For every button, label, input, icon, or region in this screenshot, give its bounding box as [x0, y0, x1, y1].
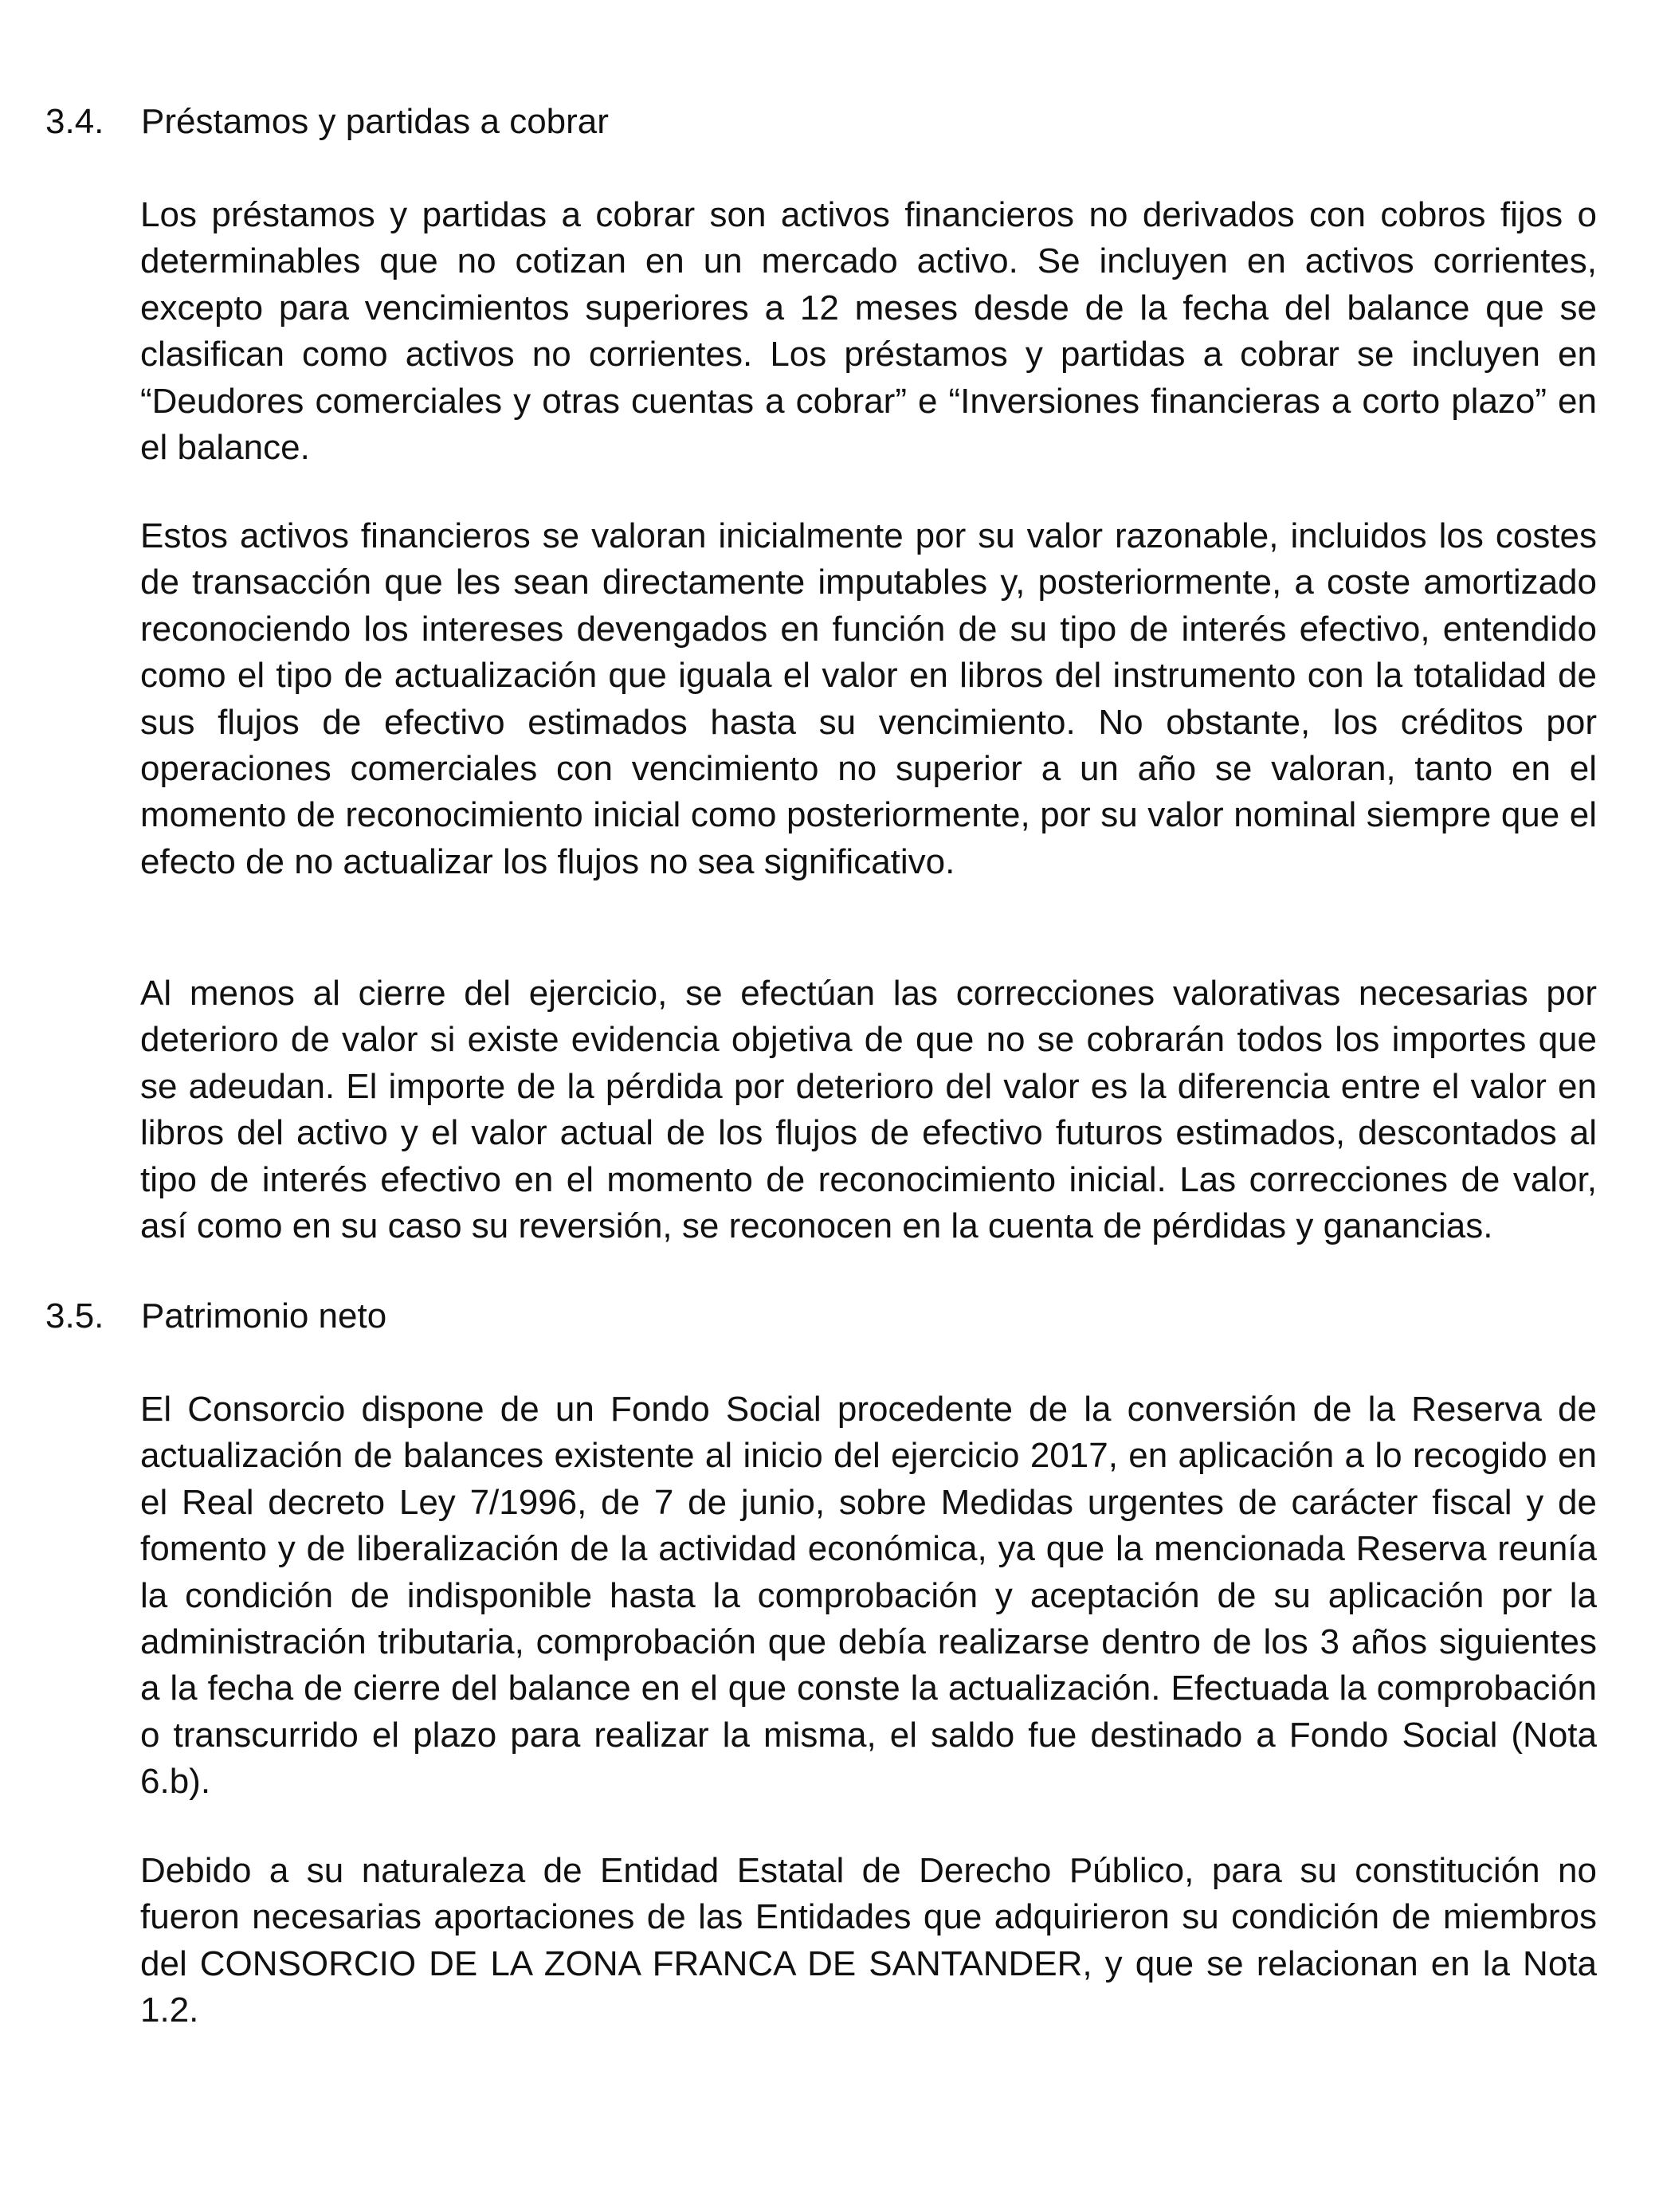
paragraph: El Consorcio dispone de un Fondo Social procedente de la conversión de la Reserva de actualización de balances existente al inicio del ejercicio 2017, en aplicación a lo recogido en el Real decreto Ley 7/1996, de 7 de junio, sobre Medidas urgentes de carácter fiscal y de fomento y de liberalización de la actividad económica, ya que la mencionada Reserva reunía la condición de indisponible hasta la comprobación y aceptación de su aplicación por la administración tributaria, comprobación que debía realizarse dentro de los 3 años siguientes a la fecha de cierre del balance en el que conste la actualización. Efectuada la comprobación o transcurrido el plazo para realizar la misma, el saldo fue destinado a Fondo Social (Nota 6.b).: [140, 1390, 1597, 1802]
section-number: 3.4.: [45, 102, 104, 141]
section-number: 3.5.: [45, 1296, 104, 1335]
paragraph: Estos activos financieros se valoran inicialmente por su valor razonable, incluidos los costes de transacción que les sean directamente imputables y, posteriormente, a coste amortizado reconociendo los intereses devengados en función de su tipo de interés efectivo, entendido como el tipo de actualización que iguala el valor en libros del instrumento con la totalidad de sus flujos de efectivo estimados hasta su vencimiento. No obstante, los créditos por operaciones comerciales con vencimiento no superior a un año se valoran, tanto en el momento de reconocimiento inicial como posteriormente, por su valor nominal siempre que el efecto de no actualizar los flujos no sea significativo.: [140, 516, 1597, 881]
section-title: Préstamos y partidas a cobrar: [141, 102, 609, 141]
section-heading-3-4: [45, 99, 609, 145]
paragraph: Debido a su naturaleza de Entidad Estatal de Derecho Público, para su constitución no fueron necesarias aportaciones de las Entidades que adquirieron su condición de miembros del CONSORCIO DE LA ZONA FRANCA DE SANTANDER, y que se relacionan en la Nota 1.2.: [140, 1851, 1597, 2030]
section-heading-3-5: [45, 1293, 386, 1339]
section-title: Patrimonio neto: [141, 1296, 387, 1335]
paragraph: Los préstamos y partidas a cobrar son activos financieros no derivados con cobros fijos o determinables que no cotizan en un mercado activo. Se incluyen en activos corrientes, excepto para vencimientos superiores a 12 meses desde de la fecha del balance que se clasifican como activos no corrientes. Los préstamos y partidas a cobrar se incluyen en “Deudores comerciales y otras cuentas a cobrar” e “Inversiones financieras a corto plazo” en el balance.: [140, 195, 1597, 468]
paragraph: Al menos al cierre del ejercicio, se efectúan las correcciones valorativas necesarias por deterioro de valor si existe evidencia objetiva de que no se cobrarán todos los importes que se adeudan. El importe de la pérdida por deterioro del valor es la diferencia entre el valor en libros del activo y el valor actual de los flujos de efectivo futuros estimados, descontados al tipo de interés efectivo en el momento de reconocimiento inicial. Las correcciones de valor, así como en su caso su reversión, se reconocen en la cuenta de pérdidas y ganancias.: [140, 974, 1597, 1246]
